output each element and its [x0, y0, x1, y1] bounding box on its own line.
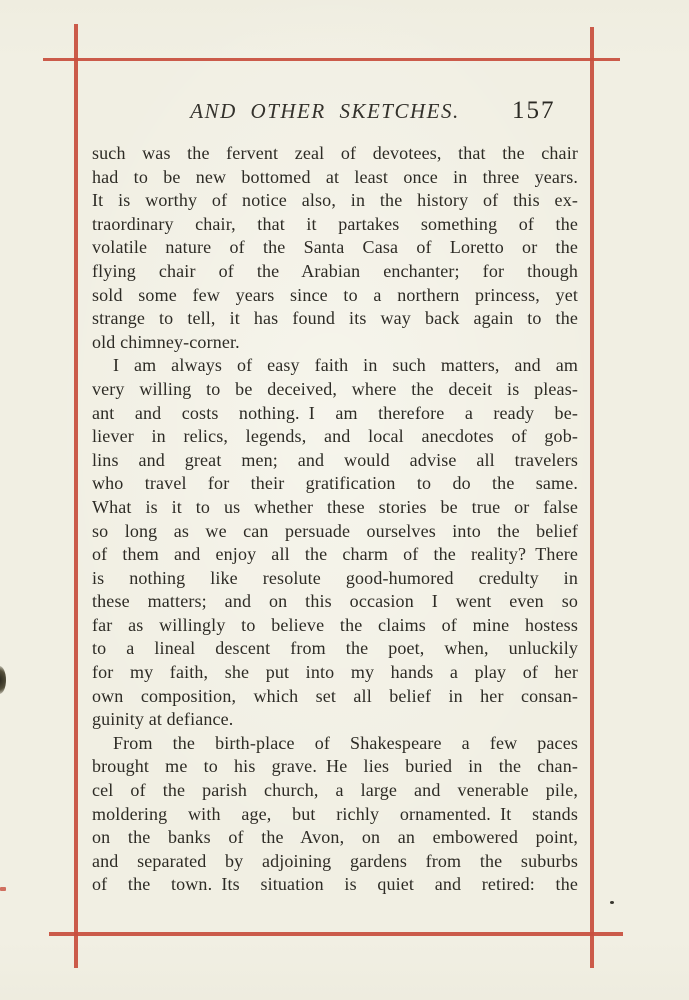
- text-line: strange to tell, it has found its way back again to the: [92, 308, 578, 329]
- text-line: What is it to us whether these stories be true or false: [92, 496, 578, 517]
- text-line: of them and enjoy all the charm of the reality? There: [92, 544, 578, 565]
- text-line: for my faith, she put into my hands a play of her: [92, 662, 578, 683]
- text-line: own composition, which set all belief in her consan-: [92, 685, 578, 706]
- paragraph: [92, 142, 578, 354]
- binding-ink-blot-artifact: [0, 666, 6, 694]
- border-rule-top: [43, 58, 620, 61]
- text-line: so long as we can persuade ourselves into the belief: [92, 520, 578, 541]
- text-line: to a lineal descent from the poet, when, unluckily: [92, 638, 578, 659]
- text-line: had to be new bottomed at least once in three years.: [92, 166, 578, 187]
- body-text: [92, 142, 578, 897]
- text-line: cel of the parish church, a large and venerable pile,: [92, 780, 578, 801]
- text-line: It is worthy of notice also, in the history of this ex-: [92, 190, 578, 211]
- text-line: brought me to his grave. He lies buried in the chan-: [92, 756, 578, 777]
- text-line: ant and costs nothing. I am therefore a ready be-: [92, 402, 578, 423]
- red-ink-speck-artifact: [0, 887, 6, 891]
- text-line: moldering with age, but richly ornamented. It stands: [92, 803, 578, 824]
- text-line: traordinary chair, that it partakes something of the: [92, 213, 578, 234]
- text-line: I am always of easy faith in such matters, and am: [113, 355, 578, 376]
- border-rule-left: [74, 24, 78, 968]
- text-line: volatile nature of the Santa Casa of Loretto or the: [92, 237, 578, 258]
- text-line: far as willingly to believe the claims of mine hostess: [92, 614, 578, 635]
- running-header-title: AND OTHER SKETCHES.: [190, 99, 460, 123]
- black-ink-speck-artifact: [610, 901, 614, 904]
- text-line: such was the fervent zeal of devotees, that the chair: [92, 143, 578, 163]
- text-line: liever in relics, legends, and local anecdotes of gob-: [92, 426, 578, 447]
- text-line: is nothing like resolute good-humored credulty in: [92, 567, 578, 588]
- text-line: of the town. Its situation is quiet and retired: the: [92, 874, 578, 895]
- text-line: these matters; and on this occasion I went even so: [92, 591, 578, 612]
- text-line: flying chair of the Arabian enchanter; for though: [92, 260, 578, 281]
- text-line: and separated by adjoining gardens from the suburbs: [92, 850, 578, 871]
- text-line: on the banks of the Avon, on an embowered point,: [92, 827, 578, 848]
- text-line: who travel for their gratification to do the same.: [92, 473, 578, 494]
- text-line: guinity at defiance.: [92, 709, 234, 730]
- paragraph: [92, 354, 578, 732]
- text-line: lins and great men; and would advise all travelers: [92, 449, 578, 470]
- text-line: old chimney-corner.: [92, 331, 240, 352]
- text-line: very willing to be deceived, where the deceit is pleas-: [92, 378, 578, 399]
- border-rule-bottom: [49, 932, 623, 936]
- text-line: From the birth-place of Shakespeare a few paces: [113, 732, 578, 753]
- text-line: sold some few years since to a northern princess, yet: [92, 284, 578, 305]
- border-rule-right: [590, 27, 594, 968]
- page-number: 157: [512, 97, 556, 124]
- paragraph: [92, 732, 578, 897]
